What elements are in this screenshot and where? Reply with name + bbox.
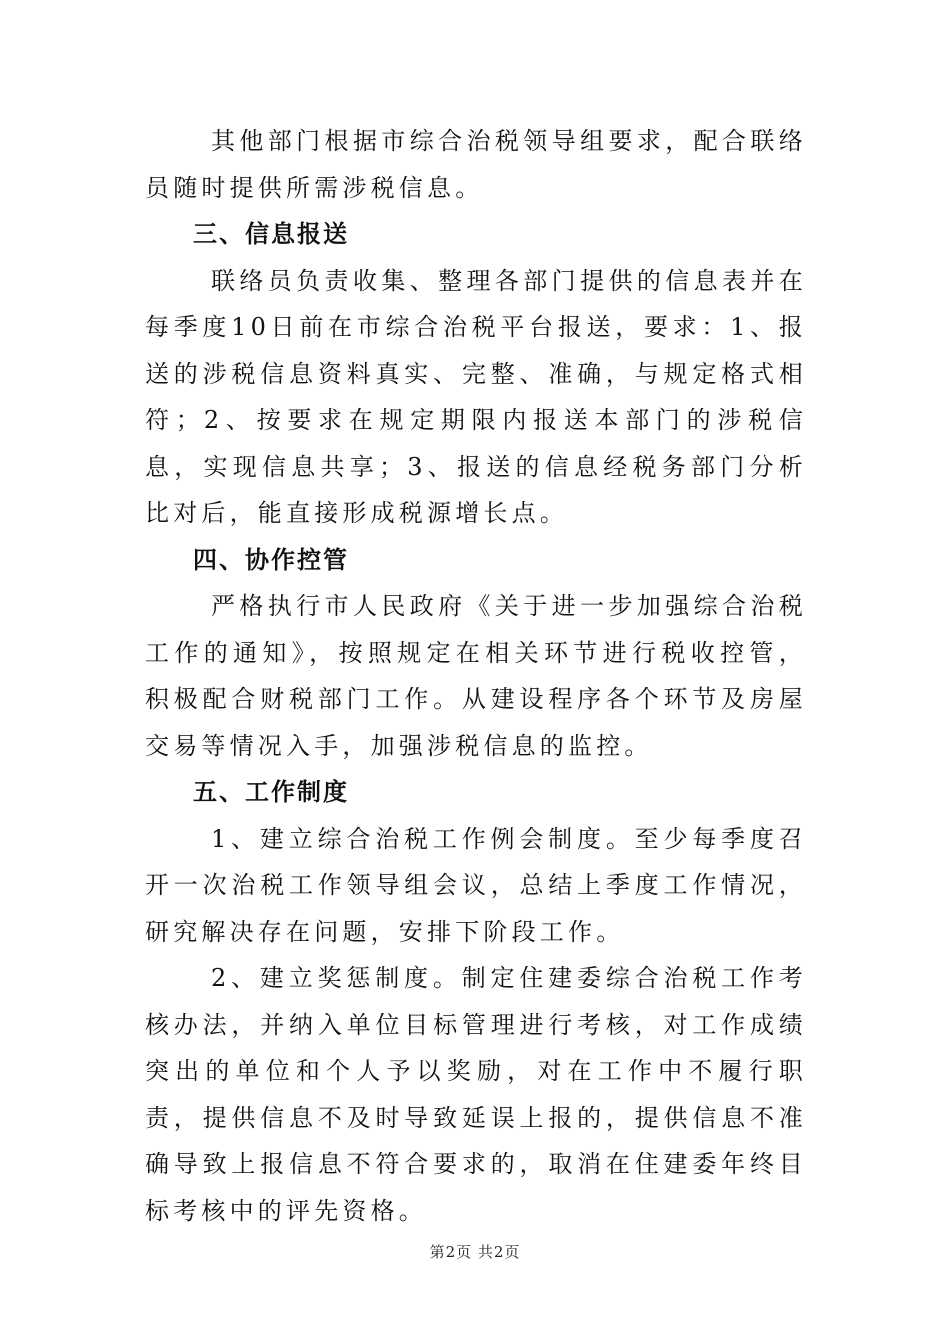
paragraph-reward-penalty-system: 2、建立奖惩制度。制定住建委综合治税工作考核办法，并纳入单位目标管理进行考核，对工作成绩突出的单位和个人予以奖励，对在工作中不履行职责，提供信息不及时导致延误上报的，提供信息不准确导致上报信息不符合要求的，取消在住建委年终目标考核中的评先资格。	[145, 964, 807, 1225]
paragraph-cooperation-control: 严格执行市人民政府《关于进一步加强综合治税工作的通知》，按照规定在相关环节进行税收控管，积极配合财税部门工作。从建设程序各个环节及房屋交易等情况入手，加强涉税信息的监控。	[145, 592, 807, 760]
heading-cooperation-control: 四、协作控管	[193, 545, 349, 574]
paragraph-info-submission: 联络员负责收集、整理各部门提供的信息表并在每季度10日前在市综合治税平台报送，要求：1、报送的涉税信息资料真实、完整、准确，与规定格式相符；2、按要求在规定期限内报送本部门的涉税信息，实现信息共享；3、报送的信息经税务部门分析比对后，能直接形成税源增长点。	[145, 266, 807, 527]
paragraph-info-provision: 其他部门根据市综合治税领导组要求，配合联络员随时提供所需涉税信息。	[145, 127, 807, 202]
page-footer	[0, 1241, 950, 1262]
page-number-label: 第2页 共2页	[429, 1243, 521, 1261]
heading-info-submission: 三、信息报送	[193, 220, 349, 248]
document-body	[145, 118, 807, 1234]
paragraph-meeting-system: 1、建立综合治税工作例会制度。至少每季度召开一次治税工作领导组会议，总结上季度工作情况，研究解决存在问题，安排下阶段工作。	[145, 824, 807, 946]
heading-work-system: 五、工作制度	[193, 778, 349, 806]
